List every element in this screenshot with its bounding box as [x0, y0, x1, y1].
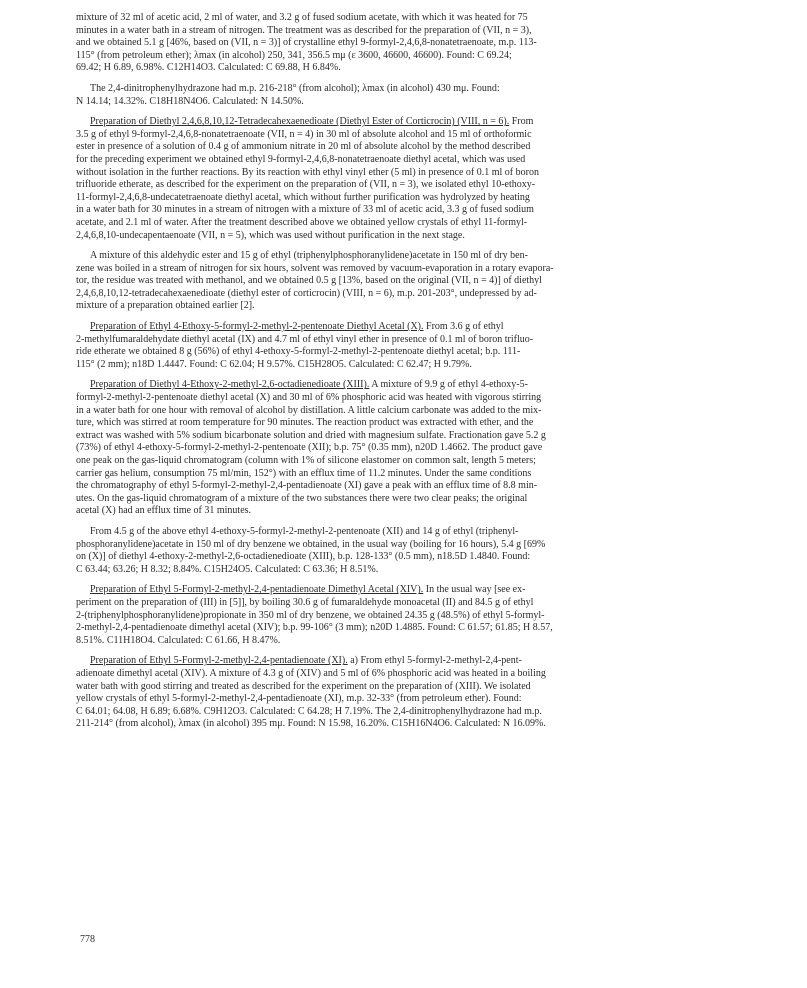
page-number: 778: [80, 934, 95, 945]
text-line: [76, 83, 736, 96]
paragraph: [76, 321, 736, 371]
text-line: [76, 493, 736, 506]
line-text: 2-methyl-2,4-pentadienoate dimethyl acetal (XIV); b.p. 99-106° (3 mm); n20D 1.4885. Found: C 61.57; 61.85; H 8.57,: [76, 622, 553, 634]
line-text: tor, the residue was treated with methanol, and we obtained 0.5 g [13%, based on the original (VII, n = 4)] of diethyl: [76, 275, 542, 287]
section-heading: Preparation of Diethyl 4-Ethoxy-2-methyl-2,6-octadienedioate (XIII).: [90, 379, 370, 391]
text-line: [76, 430, 736, 443]
line-text: ride etherate we obtained 8 g (56%) of ethyl 4-ethoxy-5-formyl-2-methyl-2-pentenoate diethyl acetal; b.p. 111-: [76, 346, 521, 358]
line-text: zene was boiled in a stream of nitrogen for six hours, solvent was removed by vacuum-evaporation in a rotary evapora-: [76, 262, 554, 274]
paper-page: [76, 12, 736, 739]
text-line: [76, 706, 736, 719]
text-line: [76, 334, 736, 347]
line-text: C 64.01; 64.08, H 6.89; 6.68%. C9H12O3. Calculated: C 64.28; H 7.19%. The 2,4-dinitrophenylhydrazone had m.p.: [76, 705, 542, 717]
paragraph: [76, 83, 736, 108]
line-text: 69.42; H 6.89, 6.98%. C12H14O3. Calculated: C 69.88, H 6.84%.: [76, 62, 341, 74]
text-line: [76, 12, 736, 25]
line-text: From: [509, 116, 534, 128]
text-line: [76, 154, 736, 167]
text-line: [76, 405, 736, 418]
section-heading: Preparation of Ethyl 4-Ethoxy-5-formyl-2-methyl-2-pentenoate Diethyl Acetal (X).: [90, 321, 424, 333]
line-text: acetal (X) had an efflux time of 31 minutes.: [76, 505, 252, 517]
text-line: [76, 584, 736, 597]
text-line: [76, 62, 736, 75]
text-line: [76, 539, 736, 552]
line-text: on (X)] of diethyl 4-ethoxy-2-methyl-2,6-octadienedioate (XIII), b.p. 128-133° (0.5 mm), n18.5D 1.4840. Found:: [76, 551, 531, 563]
line-text: The 2,4-dinitrophenylhydrazone had m.p. 216-218° (from alcohol); λmax (in alcohol) 430 mμ. Found:: [90, 82, 500, 94]
text-line: [76, 263, 736, 276]
paragraph: [76, 584, 736, 647]
text-line: [76, 417, 736, 430]
line-text: (73%) of ethyl 4-ethoxy-5-formyl-2-methyl-2-pentenoate (XII); b.p. 75° (0.35 mm), n20D 1.4662. The product gave: [76, 442, 543, 454]
line-text: adienoate dimethyl acetal (XIV). A mixture of 4.3 g of (XIV) and 5 ml of 6% phosphoric acid was heated in a boiling: [76, 667, 546, 679]
line-text: utes. On the gas-liquid chromatogram of a mixture of the two substances there were two clear peaks; the original: [76, 492, 528, 504]
text-line: [76, 442, 736, 455]
text-line: [76, 217, 736, 230]
text-line: [76, 129, 736, 142]
line-text: 2-(triphenylphosphoranylidene)propionate in 350 ml of dry benzene, we obtained 24.35 g (48.5%) of ethyl 5-formyl-: [76, 609, 545, 621]
text-line: [76, 526, 736, 539]
text-line: [76, 468, 736, 481]
text-line: [76, 25, 736, 38]
line-text: A mixture of 9.9 g of ethyl 4-ethoxy-5-: [369, 379, 528, 391]
paragraph: [76, 116, 736, 242]
line-text: mixture of 32 ml of acetic acid, 2 ml of water, and 3.2 g of fused sodium acetate, with which it was heated for 75: [76, 12, 528, 23]
text-line: [76, 192, 736, 205]
text-line: [76, 693, 736, 706]
text-line: [76, 116, 736, 129]
line-text: for the preceding experiment we obtained ethyl 9-formyl-2,4,6,8-nonatetraenoate diethyl acetal, which was used: [76, 153, 526, 165]
line-text: 211-214° (from alcohol), λmax (in alcohol) 395 mμ. Found: N 15.98, 16.20%. C15H16N4O6. Calculated: N 16.09%.: [76, 718, 546, 730]
text-line: [76, 96, 736, 109]
line-text: 115° (from petroleum ether); λmax (in alcohol) 250, 341, 356.5 mμ (ε 3600, 46600, 46600). Found: C 69.24;: [76, 49, 512, 61]
text-line: [76, 167, 736, 180]
text-line: [76, 346, 736, 359]
line-text: formyl-2-methyl-2-pentenoate diethyl acetal (X) and 30 ml of 6% phosphoric acid was heated with vigorous stirring: [76, 392, 542, 404]
text-line: [76, 668, 736, 681]
text-line: [76, 50, 736, 63]
line-text: 3.5 g of ethyl 9-formyl-2,4,6,8-nonatetraenoate (VII, n = 4) in 30 ml of absolute alcohol and 15 ml of orthoformic: [76, 128, 532, 140]
text-line: [76, 300, 736, 313]
paragraph: [76, 250, 736, 313]
text-line: [76, 204, 736, 217]
line-text: 2-methylfumaraldehydate diethyl acetal (IX) and 4.7 ml of ethyl vinyl ether in presence of 0.1 ml of boron trifluo-: [76, 333, 534, 345]
line-text: From 3.6 g of ethyl: [423, 321, 504, 333]
text-line: [76, 250, 736, 263]
text-line: [76, 141, 736, 154]
line-text: extract was washed with 5% sodium bicarbonate solution and dried with magnesium sulfate. Fractionation gave 5.2 g: [76, 429, 546, 441]
line-text: mixture of a preparation obtained earlier [2].: [76, 300, 255, 312]
line-text: minutes in a water bath in a stream of nitrogen. The treatment was as described for the preparation of (VII, n = 3),: [76, 24, 532, 36]
text-line: [76, 379, 736, 392]
text-line: [76, 681, 736, 694]
section-heading: Preparation of Diethyl 2,4,6,8,10,12-Tetradecahexaenedioate (Diethyl Ester of Corticrocin) (VIII, n = 6).: [90, 116, 510, 128]
line-text: one peak on the gas-liquid chromatogram (column with 1% of silicone elastomer on common salt, length 5 meters;: [76, 455, 536, 466]
text-line: [76, 392, 736, 405]
paragraph: [76, 379, 736, 518]
line-text: trifluoride etherate, as described for the experiment on the preparation of (VII, n = 3), we isolated ethyl 10-ethoxy-: [76, 179, 536, 191]
line-text: 115° (2 mm); n18D 1.4447. Found: C 62.04; H 9.57%. C15H28O5. Calculated: C 62.47; H 9.79%.: [76, 358, 472, 370]
line-text: and we obtained 5.1 g [46%, based on (VII, n = 3)] of crystalline ethyl 9-formyl-2,4,6,8-nonatetraenoate, m.p. 113-: [76, 37, 537, 49]
line-text: 8.51%. C11H18O4. Calculated: C 61.66, H 8.47%.: [76, 634, 281, 646]
line-text: without isolation in the further reactions. By its reaction with ethyl vinyl ether (5 ml) in presence of 0.1 ml of boron: [76, 166, 539, 178]
text-line: [76, 230, 736, 243]
text-line: [76, 551, 736, 564]
text-line: [76, 359, 736, 372]
line-text: in a water bath for 30 minutes in a stream of nitrogen with a mixture of 33 ml of acetic acid, 3.3 g of fused sodium: [76, 204, 534, 216]
line-text: In the usual way [see ex-: [423, 584, 526, 596]
text-line: [76, 288, 736, 301]
text-line: [76, 480, 736, 493]
line-text: phosphoranylidene)acetate in 150 ml of dry benzene we obtained, in the usual way (boiling for 16 hours), 5.4 g [69%: [76, 538, 546, 550]
line-text: acetate, and 2.1 ml of water. After the treatment described above we obtained yellow crystals of ethyl 11-formyl-: [76, 216, 528, 228]
section-heading: Preparation of Ethyl 5-Formyl-2-methyl-2,4-pentadienoate Dimethyl Acetal (XIV).: [90, 584, 424, 596]
text-line: [76, 718, 736, 731]
text-line: [76, 655, 736, 668]
text-line: [76, 37, 736, 50]
line-text: C 63.44; 63.26; H 8.32; 8.84%. C15H24O5. Calculated: C 63.36; H 8.51%.: [76, 563, 379, 575]
paragraph: [76, 655, 736, 731]
text-line: [76, 321, 736, 334]
line-text: 2,4,6,8,10-undecapentaenoate (VII, n = 5), which was used without purification in the next stage.: [76, 229, 465, 241]
text-line: [76, 597, 736, 610]
text-line: [76, 635, 736, 648]
text-line: [76, 275, 736, 288]
line-text: N 14.14; 14.32%. C18H18N4O6. Calculated: N 14.50%.: [76, 95, 304, 107]
text-line: [76, 455, 736, 468]
text-line: [76, 622, 736, 635]
line-text: From 4.5 g of the above ethyl 4-ethoxy-5-formyl-2-methyl-2-pentenoate (XII) and 14 g of ethyl (triphenyl-: [90, 525, 519, 537]
line-text: in a water bath for one hour with removal of alcohol by distillation. A little calcium carbonate was added to the mix-: [76, 404, 542, 416]
line-text: A mixture of this aldehydic ester and 15 g of ethyl (triphenylphosphoranylidene)acetate in 150 ml of dry ben-: [90, 250, 528, 262]
line-text: the chromatography of ethyl 5-formyl-2-methyl-2,4-pentadienoate (XI) gave a peak with an efflux time of 8.8 min-: [76, 480, 538, 492]
paragraph: [76, 526, 736, 576]
line-text: 2,4,6,8,10,12-tetradecahexaenedioate (diethyl ester of corticrocin) (VIII, n = 6), m.p. 201-203°, undepressed by ad-: [76, 287, 537, 299]
line-text: ture, which was stirred at room temperature for 90 minutes. The reaction product was extracted with ether, and the: [76, 417, 534, 429]
text-line: [76, 564, 736, 577]
section-heading: Preparation of Ethyl 5-Formyl-2-methyl-2,4-pentadienoate (XI).: [90, 655, 348, 667]
text-line: [76, 179, 736, 192]
line-text: 11-formyl-2,4,6,8-undecatetraenoate diethyl acetal, which without further purification was hydrolyzed by heating: [76, 191, 530, 203]
text-line: [76, 610, 736, 623]
line-text: water bath with good stirring and treated as described for the experiment on the preparation of (XIII). We isolated: [76, 680, 531, 692]
line-text: yellow crystals of ethyl 5-formyl-2-methyl-2,4-pentadienoate (XI), m.p. 32-33° (from petroleum ether). Found:: [76, 693, 522, 705]
line-text: periment on the preparation of (III) in [5]], by boiling 30.6 g of fumaraldehyde monoacetal (II) and 84.5 g of ethyl: [76, 596, 534, 608]
line-text: carrier gas helium, consumption 75 ml/min, 152°) with an efflux time of 11.2 minutes. Under the same conditions: [76, 467, 532, 479]
line-text: a) From ethyl 5-formyl-2-methyl-2,4-pent-: [347, 655, 522, 667]
line-text: ester in presence of a solution of 0.4 g of ammonium nitrate in 20 ml of absolute alcohol by the method described: [76, 141, 531, 153]
text-line: [76, 505, 736, 518]
paragraph: [76, 12, 736, 75]
